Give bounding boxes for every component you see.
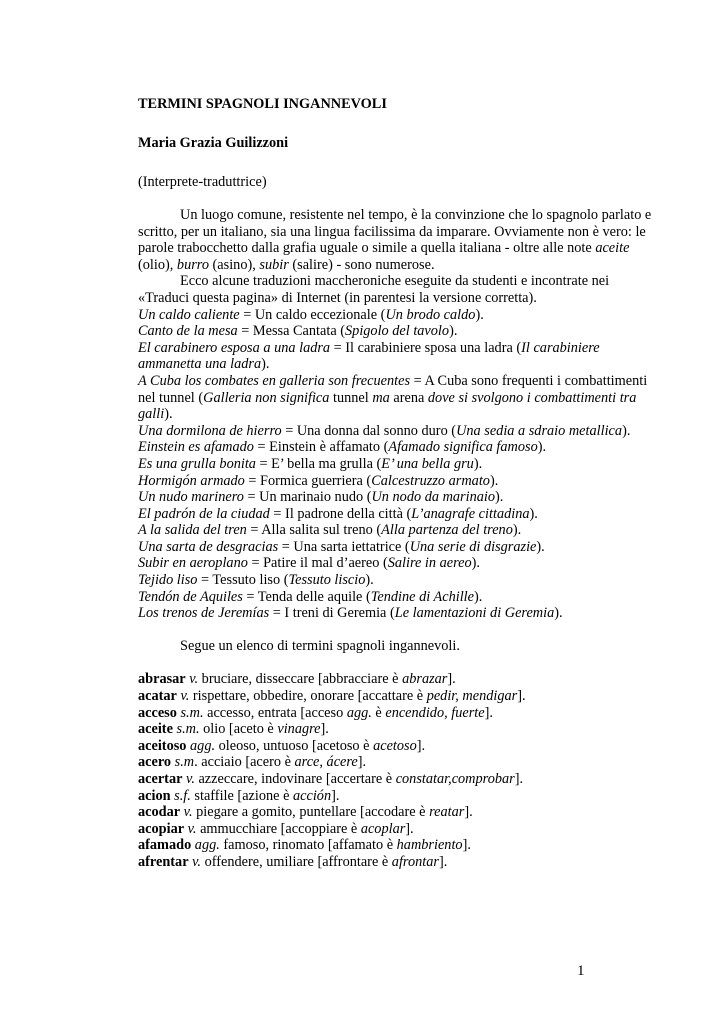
term-headword: acodar bbox=[138, 804, 181, 821]
italic-text: A Cuba los combates en galleria son frecuentes bbox=[138, 372, 411, 389]
text-run: oleoso, untuoso [acetoso è bbox=[215, 737, 374, 754]
text-run: ]. bbox=[447, 671, 456, 688]
italic-text: Una sedia a sdraio metallica bbox=[456, 422, 623, 439]
document-title: TERMINI SPAGNOLI INGANNEVOLI bbox=[138, 96, 387, 112]
text-run: olio [aceto è bbox=[199, 721, 278, 738]
text-run: bruciare, disseccare [abbracciare è bbox=[198, 671, 403, 688]
text-run: ). bbox=[449, 323, 458, 340]
italic-text: v. bbox=[187, 820, 197, 837]
italic-text: Spigolo del tavolo bbox=[345, 323, 450, 340]
text-run: ). bbox=[474, 588, 483, 605]
text-run: ). bbox=[495, 489, 504, 506]
glossary-entry bbox=[138, 721, 658, 738]
text-run: ). bbox=[489, 472, 499, 489]
text-run: Un luogo comune, resistente nel tempo, è la convinzione che lo spagnolo parlato e scritto, per un italiano, sia una lingua facilissima da imparare. Ovviamente non è vero: le parole trabocchetto dalla grafia uguale o simile a quella italiana - oltre alle note bbox=[138, 207, 652, 257]
italic-text: Salire in aereo bbox=[387, 555, 472, 572]
italic-text: s.m. bbox=[180, 704, 204, 721]
example-line bbox=[138, 522, 658, 539]
glossary-entry bbox=[138, 837, 658, 854]
italic-text: s.m. bbox=[176, 721, 200, 738]
italic-text: Il carabiniere ammanetta una ladra bbox=[138, 339, 600, 373]
italic-text: acción bbox=[293, 787, 332, 804]
text-run: = Il carabiniere sposa una ladra ( bbox=[330, 339, 522, 356]
italic-text: acoplar bbox=[360, 820, 406, 837]
italic-text: L’anagrafe cittadina bbox=[411, 505, 530, 522]
text-run: = Formica guerriera ( bbox=[244, 472, 372, 489]
text-run: ). bbox=[261, 356, 270, 373]
text-run: ]. bbox=[517, 688, 526, 705]
page-number: 1 bbox=[577, 963, 585, 979]
example-line bbox=[138, 473, 658, 490]
glossary-entry bbox=[138, 821, 658, 838]
italic-text: El carabinero esposa a una ladra bbox=[138, 339, 331, 356]
text-run: ). bbox=[554, 605, 563, 622]
text-run: = I treni di Geremia ( bbox=[269, 605, 395, 622]
italic-text: Subir en aeroplano bbox=[138, 555, 248, 572]
text-run: è bbox=[371, 704, 386, 721]
examples-list bbox=[138, 307, 658, 622]
text-run: ]. bbox=[438, 853, 448, 870]
italic-text: v. bbox=[180, 688, 190, 705]
text-run: tunnel bbox=[329, 389, 373, 406]
italic-text: ma bbox=[372, 389, 390, 406]
glossary-entry bbox=[138, 788, 658, 805]
text-run: = Un marinaio nudo ( bbox=[243, 489, 372, 506]
text-run: ). bbox=[471, 555, 480, 572]
glossary-entry bbox=[138, 671, 658, 688]
text-run: (olio), bbox=[138, 256, 177, 273]
text-run: = A Cuba sono frequenti i combattimenti nel tunnel ( bbox=[138, 372, 648, 406]
italic-text: Una sarta de desgracias bbox=[138, 538, 279, 555]
example-line bbox=[138, 340, 658, 373]
text-run: azzeccare, indovinare [accertare è bbox=[194, 771, 396, 787]
text-run: = Una sarta iettatrice ( bbox=[278, 538, 410, 555]
italic-text: reatar bbox=[429, 804, 465, 821]
intro-section bbox=[138, 207, 658, 622]
example-line bbox=[138, 323, 658, 340]
glossary-entry bbox=[138, 688, 658, 705]
example-line bbox=[138, 307, 658, 324]
italic-text: afrontar bbox=[391, 853, 439, 870]
glossary-entry bbox=[138, 771, 658, 788]
text-run: ]. bbox=[514, 771, 524, 787]
glossary-entry bbox=[138, 754, 658, 771]
italic-text: arce, ácere bbox=[294, 754, 358, 771]
term-headword: abrasar bbox=[138, 671, 186, 688]
italic-text: s.m bbox=[174, 754, 195, 771]
term-headword: acceso bbox=[138, 704, 177, 721]
text-run: = Messa Cantata ( bbox=[237, 323, 346, 340]
text-run: ]. bbox=[484, 704, 493, 721]
example-line bbox=[138, 555, 658, 572]
text-run: ). bbox=[536, 538, 545, 555]
example-line bbox=[138, 423, 658, 440]
italic-text: Un caldo caliente bbox=[138, 306, 240, 323]
text-run: famoso, rinomato [affamato è bbox=[219, 837, 397, 854]
italic-text: Hormigón armado bbox=[138, 472, 245, 489]
author-name: Maria Grazia Guilizzoni bbox=[138, 135, 289, 151]
italic-text: pedir, mendigar bbox=[426, 688, 518, 705]
text-run: ). bbox=[164, 406, 173, 423]
text-run: ]. bbox=[357, 754, 367, 771]
italic-text: Un nodo da marinaio bbox=[371, 489, 495, 506]
text-run: ). bbox=[622, 422, 631, 439]
text-run: ). bbox=[475, 306, 484, 323]
italic-text: Le lamentazioni di Geremia bbox=[394, 605, 555, 622]
italic-text: Afamado significa famoso bbox=[388, 439, 538, 456]
text-run: rispettare, obbedire, onorare [accattare è bbox=[189, 688, 427, 705]
example-line bbox=[138, 572, 658, 589]
italic-text: Es una grulla bonita bbox=[138, 455, 256, 472]
intro-paragraph bbox=[138, 207, 658, 273]
glossary-entry bbox=[138, 854, 658, 871]
text-run: = Alla salita sul treno ( bbox=[246, 522, 382, 539]
italic-text: El padrón de la ciudad bbox=[138, 505, 270, 522]
text-run: = Tessuto liso ( bbox=[197, 572, 289, 589]
example-line bbox=[138, 589, 658, 606]
italic-text: s.f. bbox=[174, 787, 191, 804]
text-run: = Il padrone della città ( bbox=[269, 505, 412, 522]
term-headword: afrentar bbox=[138, 853, 189, 870]
italic-text: Un brodo caldo bbox=[385, 306, 476, 323]
italic-text: v. bbox=[189, 671, 199, 688]
term-headword: aceite bbox=[138, 721, 173, 738]
italic-text: Una dormilona de hierro bbox=[138, 422, 282, 439]
italic-text: Tendine di Achille bbox=[370, 588, 474, 605]
example-line bbox=[138, 506, 658, 523]
text-run: (salire) - sono numerose. bbox=[288, 256, 435, 273]
term-headword: acion bbox=[138, 787, 171, 804]
text-run: . acciaio [acero è bbox=[194, 754, 295, 771]
term-headword: afamado bbox=[138, 837, 192, 854]
text-run: ]. bbox=[464, 804, 473, 821]
italic-text: abrazar bbox=[402, 671, 448, 688]
glossary-entry bbox=[138, 738, 658, 755]
text-run: ammucchiare [accoppiare è bbox=[196, 820, 361, 837]
text-run: accesso, entrata [acceso bbox=[203, 704, 347, 721]
italic-text: dove si svolgono i combattimenti tra galli bbox=[138, 389, 637, 423]
glossary-entry bbox=[138, 804, 658, 821]
text-run: offendere, umiliare [affrontare è bbox=[201, 853, 392, 870]
author-role: (Interprete-traduttrice) bbox=[138, 174, 267, 190]
text-run: = Un caldo eccezionale ( bbox=[239, 306, 386, 323]
intro-paragraph-2: Ecco alcune traduzioni maccheroniche eseguite da studenti e incontrate nei «Traduci questa pagina» di Internet (in parentesi la versione corretta). bbox=[138, 273, 610, 306]
italic-text: Tejido liso bbox=[138, 572, 198, 589]
document-body bbox=[138, 96, 658, 871]
italic-text: constatar,comprobar bbox=[395, 771, 515, 787]
text-run: ]. bbox=[416, 737, 426, 754]
text-run: = E’ bella ma grulla ( bbox=[255, 455, 382, 472]
glossary-list bbox=[138, 671, 658, 870]
italic-text: Un nudo marinero bbox=[138, 489, 244, 506]
italic-text: hambriento bbox=[396, 837, 463, 854]
glossary-entry bbox=[138, 705, 658, 722]
term-headword: aceitoso bbox=[138, 737, 187, 754]
italic-text: acetoso bbox=[373, 737, 417, 754]
italic-text: v. bbox=[186, 771, 195, 787]
example-line bbox=[138, 456, 658, 473]
italic-text: A la salida del tren bbox=[138, 522, 247, 539]
example-line bbox=[138, 605, 658, 622]
italic-text: burro bbox=[176, 256, 209, 273]
term-headword: acatar bbox=[138, 688, 177, 705]
text-run: = Einstein è affamato ( bbox=[253, 439, 389, 456]
italic-text: v. bbox=[192, 853, 201, 870]
text-run: ]. bbox=[331, 787, 340, 804]
term-headword: acertar bbox=[138, 771, 183, 787]
text-run: ). bbox=[365, 572, 374, 589]
text-run: ]. bbox=[405, 820, 414, 837]
term-headword: acopiar bbox=[138, 820, 185, 837]
text-run: ]. bbox=[320, 721, 329, 738]
term-headword: acero bbox=[138, 754, 172, 771]
italic-text: agg. bbox=[346, 704, 372, 721]
italic-text: Alla partenza del treno bbox=[381, 522, 513, 539]
text-run: ). bbox=[537, 439, 547, 456]
text-run: = Una donna dal sonno duro ( bbox=[281, 422, 457, 439]
italic-text: encendido, fuerte bbox=[385, 704, 485, 721]
text-run: piegare a gomito, puntellare [accodare è bbox=[192, 804, 430, 821]
italic-text: vinagre bbox=[277, 721, 321, 738]
text-run: ). bbox=[512, 522, 522, 539]
italic-text: Einstein es afamado bbox=[138, 439, 254, 456]
italic-text: Tessuto liscio bbox=[288, 572, 366, 589]
example-line bbox=[138, 489, 658, 506]
italic-text: subir bbox=[259, 256, 289, 273]
text-run: ). bbox=[529, 505, 538, 522]
text-run: arena bbox=[389, 389, 428, 406]
italic-text: agg. bbox=[194, 837, 220, 854]
text-run: ). bbox=[473, 455, 483, 472]
italic-text: Tendón de Aquiles bbox=[138, 588, 243, 605]
text-run: = Patire il mal d’aereo ( bbox=[247, 555, 388, 572]
italic-text: v. bbox=[183, 804, 193, 821]
text-run: staffile [azione è bbox=[190, 787, 293, 804]
italic-text: Calcestruzzo armato bbox=[371, 472, 490, 489]
italic-text: Una serie di disgrazie bbox=[409, 538, 537, 555]
italic-text: Los trenos de Jeremías bbox=[138, 605, 270, 622]
italic-text: Canto de la mesa bbox=[138, 323, 238, 340]
example-line bbox=[138, 373, 658, 423]
example-line bbox=[138, 439, 658, 456]
italic-text: agg. bbox=[190, 737, 216, 754]
italic-text: Galleria non significa bbox=[203, 389, 330, 406]
italic-text: aceite bbox=[595, 240, 630, 257]
text-run: (asino), bbox=[208, 256, 260, 273]
italic-text: E’ una bella gru bbox=[381, 455, 474, 472]
example-line bbox=[138, 539, 658, 556]
text-run: = Tenda delle aquile ( bbox=[242, 588, 371, 605]
glossary-intro: Segue un elenco di termini spagnoli ingannevoli. bbox=[180, 637, 460, 654]
text-run: ]. bbox=[462, 837, 471, 854]
